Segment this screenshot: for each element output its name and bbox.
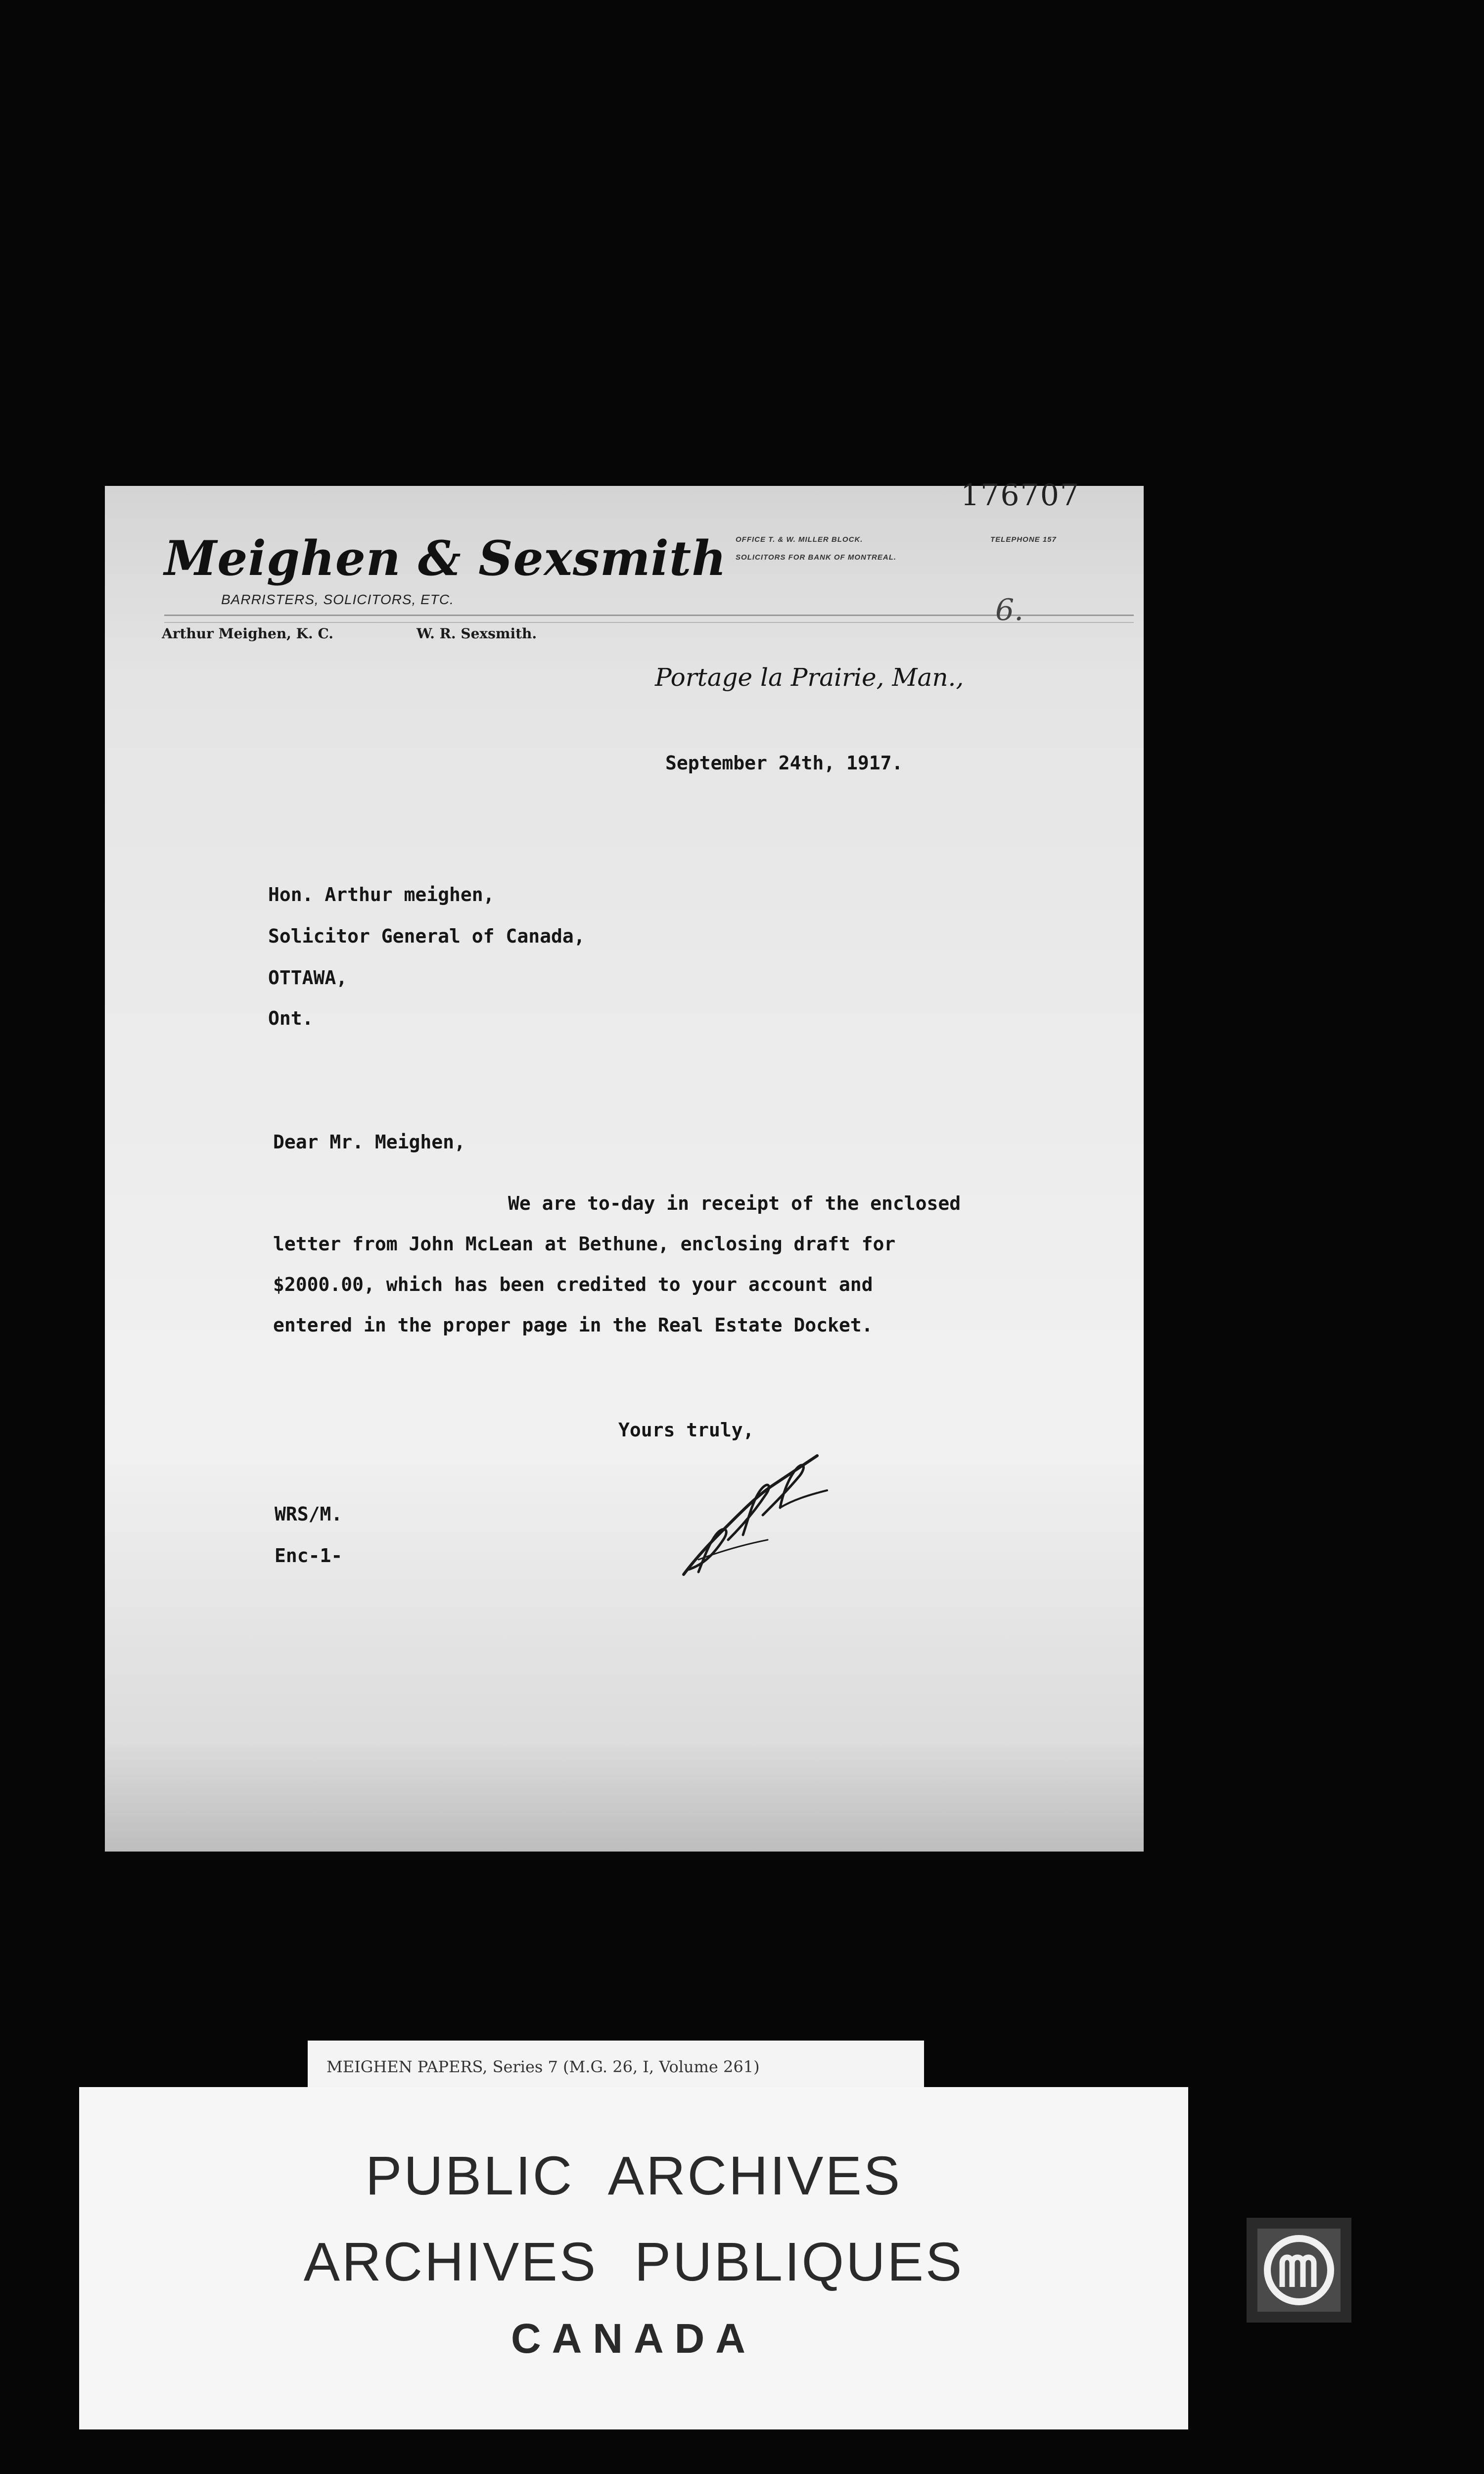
letter-place: Portage la Prairie, Man., (655, 663, 964, 692)
body-line: We are to-day in receipt of the enclosed (508, 1192, 961, 1214)
closing: Yours truly, (618, 1419, 754, 1441)
partner-name-1: Arthur Meighen, K. C. (162, 625, 334, 642)
document-number: 176707 (961, 478, 1080, 513)
archive-card-line-2: ARCHIVES PUBLIQUES (303, 2232, 964, 2292)
partner-name-2: W. R. Sexsmith. (417, 625, 537, 642)
source-label-strip (308, 2041, 924, 2089)
address-line: Ont. (268, 1007, 314, 1029)
letterhead-rule (164, 615, 1134, 616)
letter-sheet (105, 478, 1144, 1852)
office-address: OFFICE T. & W. MILLER BLOCK. (736, 535, 863, 544)
address-line: OTTAWA, (268, 967, 348, 989)
typist-initials: WRS/M. (275, 1503, 343, 1525)
body-line: $2000.00, which has been credited to your account and (273, 1274, 873, 1295)
letterhead-rule-secondary (164, 622, 1134, 623)
archive-card-line-3: CANADA (511, 2315, 756, 2362)
letterhead-subtitle: BARRISTERS, SOLICITORS, ETC. (221, 592, 454, 607)
signature-icon (669, 1441, 837, 1584)
letter-date: September 24th, 1917. (665, 752, 903, 774)
archive-card-line-1: PUBLIC ARCHIVES (365, 2145, 902, 2206)
body-line: letter from John McLean at Bethune, enclosing draft for (273, 1233, 896, 1255)
bank-solicitors-line: SOLICITORS FOR BANK OF MONTREAL. (736, 553, 897, 562)
address-line: Hon. Arthur meighen, (268, 884, 495, 905)
telephone-number: TELEPHONE 157 (990, 535, 1057, 544)
archive-card (79, 2087, 1188, 2429)
handwritten-page-mark: 6. (995, 593, 1024, 627)
letterhead-firm-name: Meighen & Sexsmith (164, 530, 727, 586)
source-label: MEIGHEN PAPERS, Series 7 (M.G. 26, I, Volume 261) (326, 2057, 760, 2076)
address-line: Solicitor General of Canada, (268, 925, 585, 947)
enclosure-note: Enc-1- (275, 1545, 343, 1567)
microfilm-logo-icon (1247, 2218, 1351, 2323)
salutation: Dear Mr. Meighen, (273, 1131, 465, 1153)
body-line: entered in the proper page in the Real Estate Docket. (273, 1314, 873, 1336)
